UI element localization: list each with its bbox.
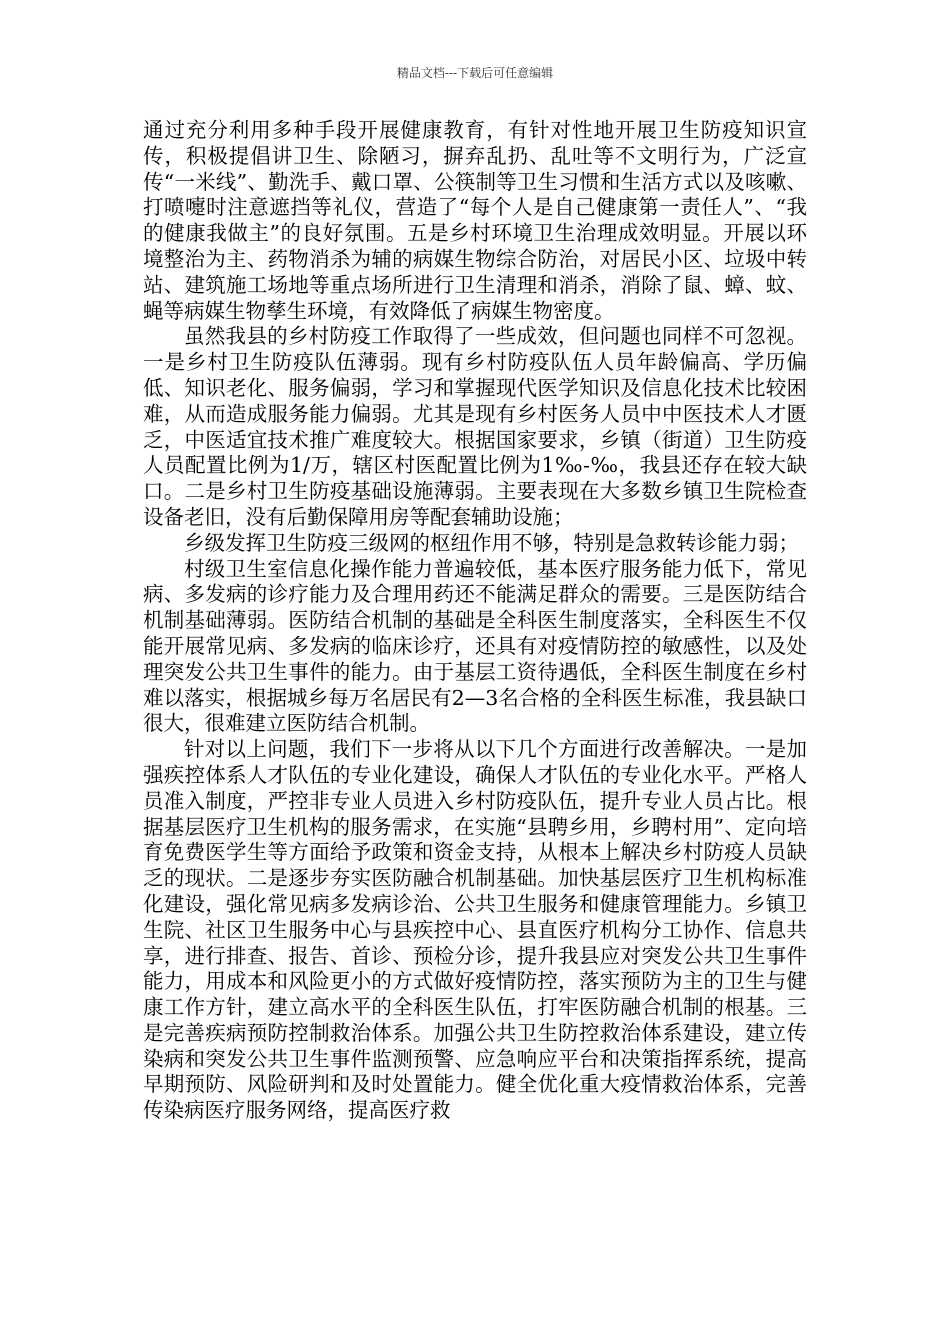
paragraph-improvements: 针对以上问题，我们下一步将从以下几个方面进行改善解决。一是加强疾控体系人才队伍的专业化建设，确保人才队伍的专业化水平。严格人员准入制度，严控非专业人员进入乡村防疫队伍，提升专业人员占比。根据基层医疗卫生机构的服务需求，在实施“县聘乡用，乡聘村用”、定向培育免费医学生等方面给予政策和资金支持，从根本上解决乡村防疫人员缺乏的现状。二是逐步夯实医防融合机制基础。加快基层医疗卫生机构标准化建设，强化常见病多发病诊治、公共卫生服务和健康管理能力。乡镇卫生院、社区卫生服务中心与县疾控中心、县直医疗机构分工协作、信息共享，进行排查、报告、首诊、预检分诊，提升我县应对突发公共卫生事件能力，用成本和风险更小的方式做好疫情防控，落实预防为主的卫生与健康工作方针，建立高水平的全科医生队伍，打牢医防融合机制的根基。三是完善疾病预防控制救治体系。加强公共卫生防控救治体系建设，建立传染病和突发公共卫生事件监测预警、应急响应平台和决策指挥系统，提高早期预防、风险研判和及时处置能力。健全优化重大疫情救治体系，完善传染病医疗服务网络，提高医疗救 [143,737,807,1123]
paragraph-health-education: 通过充分利用多种手段开展健康教育，有针对性地开展卫生防疫知识宣传，积极提倡讲卫生、除陋习，摒弃乱扔、乱吐等不文明行为，广泛宣传“一米线”、勤洗手、戴口罩、公筷制等卫生习惯和生活方式以及咳嗽、打喷嚏时注意遮挡等礼仪，营造了“每个人是自己健康第一责任人”、“我的健康我做主”的良好氛围。五是乡村环境卫生治理成效明显。开展以环境整治为主、药物消杀为辅的病媒生物综合防治，对居民小区、垃圾中转站、建筑施工场地等重点场所进行卫生清理和消杀，消除了鼠、蟑、蚊、蝇等病媒生物孳生环境，有效降低了病媒生物密度。 [143,118,807,323]
paragraph-village-level: 村级卫生室信息化操作能力普遍较低，基本医疗服务能力低下，常见病、多发病的诊疗能力及合理用药还不能满足群众的需要。三是医防结合机制基础薄弱。医防结合机制的基础是全科医生制度落实，全科医生不仅能开展常见病、多发病的临床诊疗，还具有对疫情防控的敏感性，以及处理突发公共卫生事件的能力。由于基层工资待遇低，全科医生制度在乡村难以落实，根据城乡每万名居民有2—3名合格的全科医生标准，我县缺口很大，很难建立医防结合机制。 [143,556,807,736]
document-body [143,118,807,1124]
page-header: 精品文档---下载后可任意编辑 [396,66,554,80]
paragraph-township-level: 乡级发挥卫生防疫三级网的枢纽作用不够，特别是急救转诊能力弱； [184,530,799,555]
paragraph-problems: 虽然我县的乡村防疫工作取得了一些成效，但问题也同样不可忽视。一是乡村卫生防疫队伍薄弱。现有乡村防疫队伍人员年龄偏高、学历偏低、知识老化、服务偏弱，学习和掌握现代医学知识及信息化技术比较困难，从而造成服务能力偏弱。尤其是现有乡村医务人员中中医技术人才匮乏，中医适宜技术推广难度较大。根据国家要求，乡镇（街道）卫生防疫人员配置比例为1/万，辖区村医配置比例为1‰-‰，我县还存在较大缺口。二是乡村卫生防疫基础设施薄弱。主要表现在大多数乡镇卫生院检查设备老旧，没有后勤保障用房等配套辅助设施； [143,324,807,529]
